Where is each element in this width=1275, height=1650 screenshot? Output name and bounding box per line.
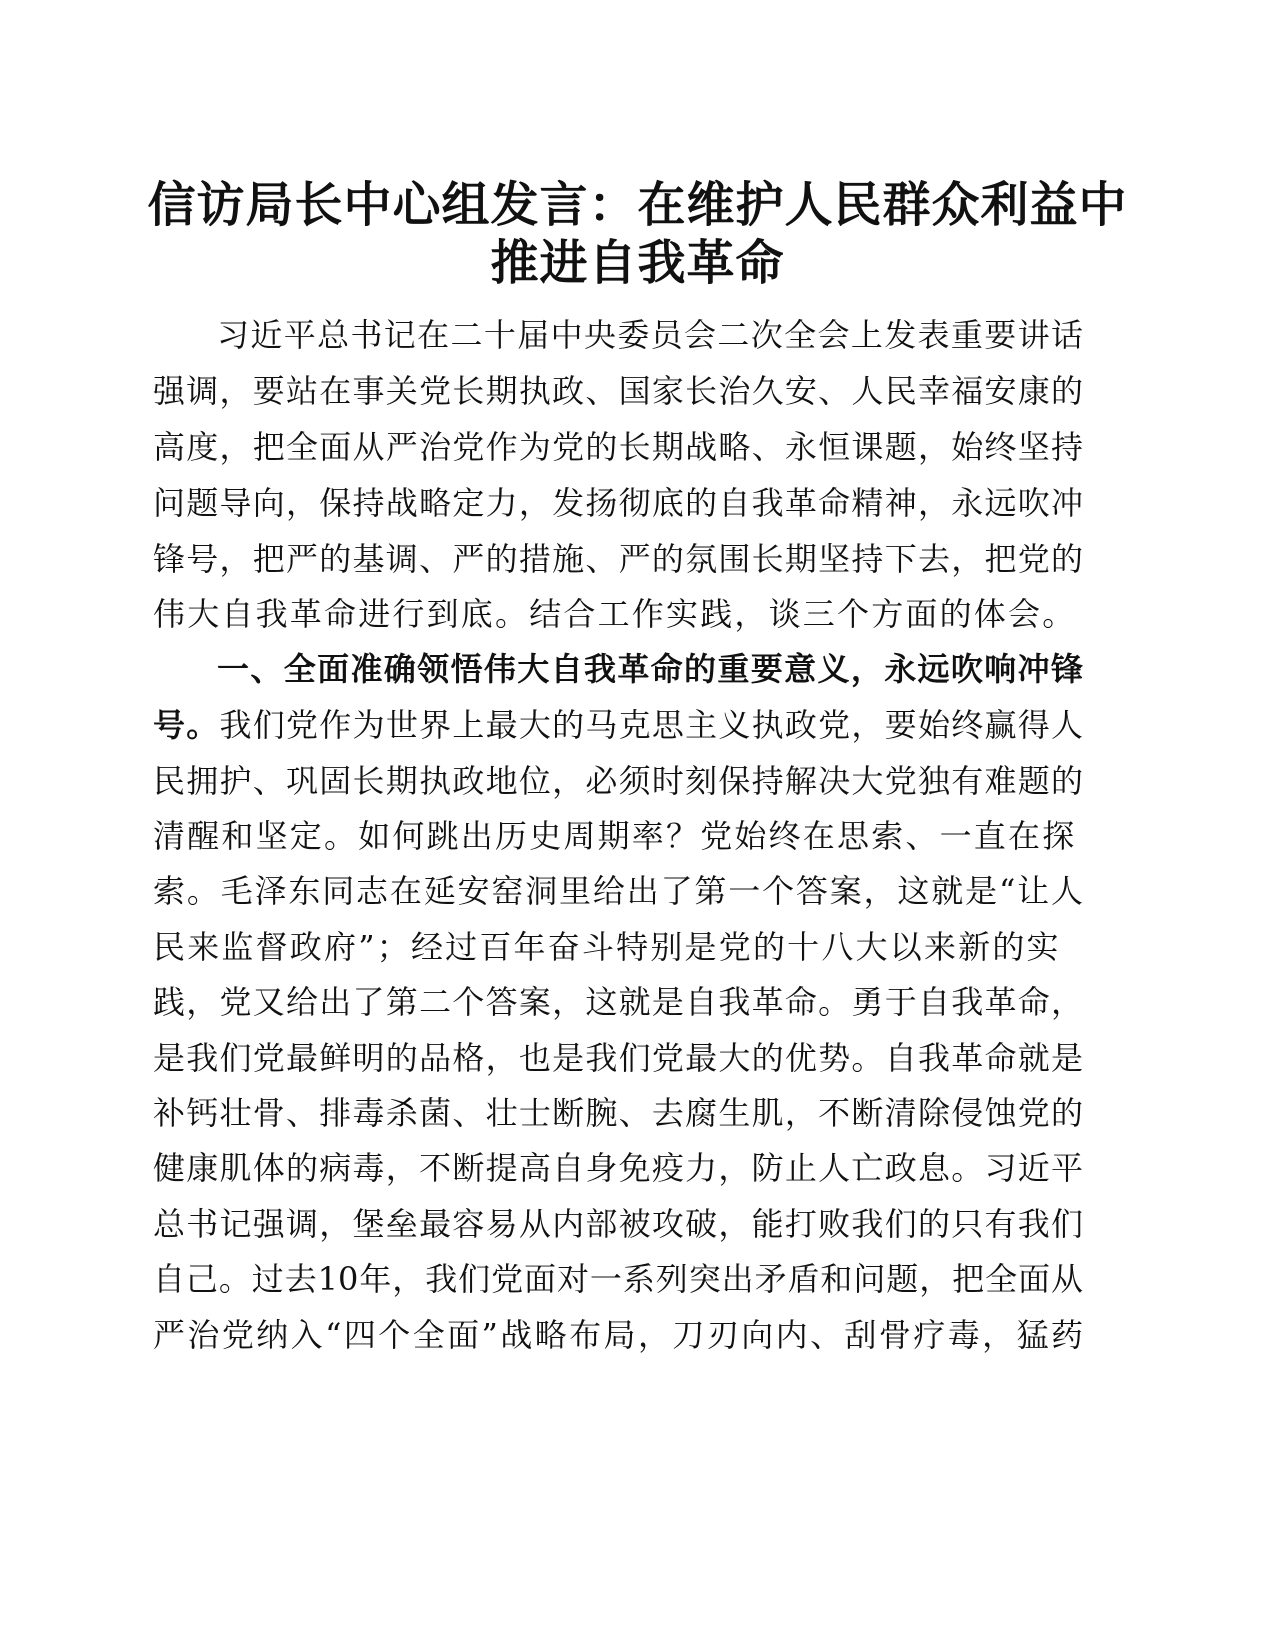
paragraph-line: 强调，要站在事关党长期执政、国家长治久安、人民幸福安康的	[153, 372, 1083, 410]
section-heading-text: 一、全面准确领悟伟大自我革命的重要意义，永远吹响冲锋	[217, 650, 1083, 688]
paragraph-line: 习近平总书记在二十届中央委员会二次全会上发表重要讲话	[217, 316, 1083, 354]
paragraph-line: 高度，把全面从严治党作为党的长期战略、永恒课题，始终坚持	[153, 428, 1083, 466]
paragraph-line: 严治党纳入“四个全面”战略布局，刀刃向内、刮骨疗毒，猛药	[153, 1316, 1083, 1354]
paragraph-line: 索。毛泽东同志在延安窑洞里给出了第一个答案，这就是“让人	[153, 872, 1083, 910]
paragraph-line: 是我们党最鲜明的品格，也是我们党最大的优势。自我革命就是	[153, 1039, 1083, 1077]
paragraph-line: 自己。过去10年，我们党面对一系列突出矛盾和问题，把全面从	[153, 1260, 1083, 1298]
paragraph-line: 民拥护、巩固长期执政地位，必须时刻保持解决大党独有难题的	[153, 762, 1083, 800]
paragraph-line: 践，党又给出了第二个答案，这就是自我革命。勇于自我革命，	[153, 983, 1083, 1021]
section-heading-line-2	[153, 696, 1083, 754]
section-heading-end: 号。	[153, 706, 220, 744]
document-title-line-1: 信访局长中心组发言：在维护人民群众利益中	[147, 177, 1128, 233]
paragraph-line: 补钙壮骨、排毒杀菌、壮士断腕、去腐生肌，不断清除侵蚀党的	[153, 1094, 1083, 1132]
document-title-line-2: 推进自我革命	[490, 235, 785, 291]
paragraph-line: 锋号，把严的基调、严的措施、严的氛围长期坚持下去，把党的	[153, 540, 1083, 578]
section-heading-line-1	[217, 640, 1083, 698]
paragraph-line: 清醒和坚定。如何跳出历史周期率？党始终在思索、一直在探	[153, 817, 1077, 855]
paragraph-line: 总书记强调，堡垒最容易从内部被攻破，能打败我们的只有我们	[153, 1205, 1083, 1243]
paragraph-line: 伟大自我革命进行到底。结合工作实践，谈三个方面的体会。	[153, 595, 1077, 633]
paragraph-line: 健康肌体的病毒，不断提高自身免疫力，防止人亡政息。习近平	[153, 1149, 1083, 1187]
paragraph-text: 我们党作为世界上最大的马克思主义执政党，要始终赢得人	[219, 706, 1083, 744]
paragraph-line: 民来监督政府”；经过百年奋斗特别是党的十八大以来新的实	[153, 928, 1061, 966]
paragraph-line: 问题导向，保持战略定力，发扬彻底的自我革命精神，永远吹冲	[153, 484, 1083, 522]
